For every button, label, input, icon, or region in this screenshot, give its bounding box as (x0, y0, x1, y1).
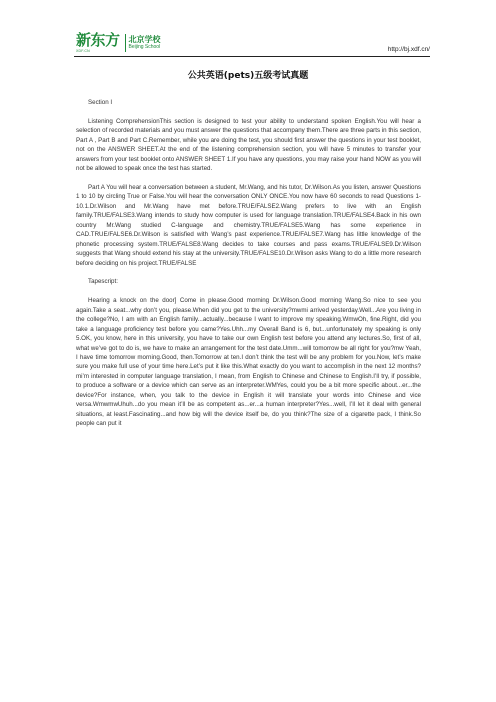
document-title: 公共英语(pets)五级考试真题 (187, 71, 309, 81)
instructions-paragraph: Listening ComprehensionThis section is designed to test your ability to understand spoken English.You will hear a selection of recorded materials and you must answer the questions that accompany them.There are three parts in this section, Part A , Part B and Part C.Remember, while you are doing the test, you should first answer the questions in your test booklet, not on the ANSWER SHEET.At the end of the listening comprehension section, you will have 5 minutes to transfer your answers from your test booklet onto ANSWER SHEET 1.If you have any questions, you may raise your hand NOW as you will not be allowed to speak once the test has started. (76, 117, 421, 173)
logo-school-cn: 北京学校 (128, 35, 161, 44)
logo-brand: 新东方 (76, 31, 120, 49)
header-url[interactable]: http://bj.xdf.cn/ (387, 46, 430, 53)
page-header (0, 0, 496, 62)
document-body (76, 98, 421, 438)
logo-school-en: Beijing School (128, 44, 161, 50)
header-rule (74, 56, 430, 57)
tapescript-paragraph: Hearing a knock on the door] Come in please.Good morning Dr.Wilson.Good morning Wang.So nice to see you again.Take a seat...why don’t you, please.When did you get to the university?mwmi arrived yesterday.Well...Are you living in the college?No, I am with an English family...actually...because I want to improve my speaking.WmwOh, fine.Right, did you take a language proficiency test before you came?Yes.Uhh...my Overall Band is 6, but...unfortunately my speaking is only 5.OK, you know, here in this university, you have to take our own English test before you attend any lectures.So, first of all, what we’ve got to do is, we have to make an arrangement for the test date.Umm...will tomorrow be all right for you?mw Yeah, I have time tomorrow morning.Good, then.Tomorrow at ten.I don’t think the test will be any problem for you.Now, let’s make sure you make full use of your time here.Let’s put it like this.What exactly do you want to accomplish in the next 12 months?mi’m interested in computer language translation, I mean, from English to Chinese and Chinese to English.I’ll try, if possible, to produce a software or a device which can serve as an interpreter.WMYes, could you be a bit more specific about...er...the device?For instance, when, you talk to the device in English it will translate your words into Chinese and vice versa.WmwmwUhuh...do you mean it’ll be as competent as...er...a human interpreter?Yes...well, I’ll let it deal with general situations, at least.Fascinating...and how big will the device itself be, do you think?The size of a cigarette pack, I think.So people can put it (76, 297, 421, 428)
tapescript-label: Tapescript: (88, 278, 118, 286)
logo-brand-block (76, 33, 120, 53)
xdf-logo (76, 32, 161, 54)
part-a-paragraph: Part A You will hear a conversation between a student, Mr.Wang, and his tutor, Dr.Wilson.As you listen, answer Questions 1 to 10 by circling True or False.You will hear the conversation ONLY ONCE.You now have 60 seconds to read Questions 1-10.1.Dr.Wilson and Mr.Wang have met before.TRUE/FALSE2.Wang prefers to live with an English family.TRUE/FALSE3.Wang intends to study how computer is used for language translation.TRUE/FALSE4.Back in his own country Mr.Wang studied C-language and chemistry.TRUE/FALSE5.Wang has some experience in CAD.TRUE/FALSE6.Dr.Wilson is satisfied with Wang’s past experience.TRUE/FALSE7.Wang has little knowledge of the phonetic processing system.TRUE/FALSE8.Wang decides to take courses and pass exams.TRUE/FALSE9.Dr.Wilson suggests that Wang should extend his stay at the university.TRUE/FALSE10.Dr.Wilson asks Wang to do a little more research before deciding on his project.TRUE/FALSE (76, 183, 421, 267)
logo-sub: XDF.CN (76, 49, 90, 53)
logo-divider (125, 34, 126, 52)
section-heading: Section I (88, 99, 113, 106)
logo-school (129, 35, 161, 51)
